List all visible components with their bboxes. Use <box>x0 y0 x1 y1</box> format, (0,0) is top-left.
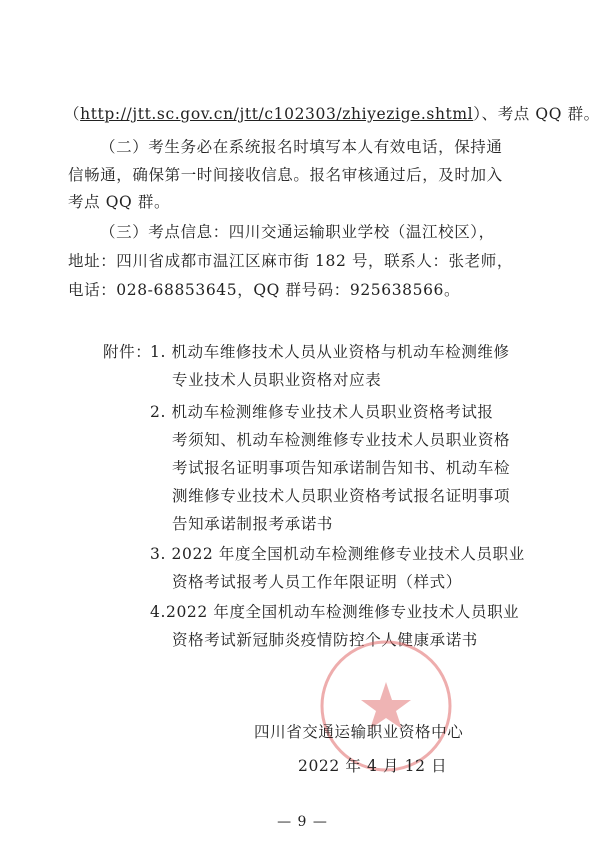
attachment-2-line-5: 告知承诺制报考承诺书 <box>172 515 334 533</box>
para3-line-2: 地址：四川省成都市温江区麻市街 182 号，联系人：张老师， <box>68 252 513 270</box>
attachment-1-line-2: 专业技术人员职业资格对应表 <box>172 371 382 389</box>
attachment-2-line-1: 2. 机动车检测维修专业技术人员职业资格考试报 <box>150 403 494 421</box>
para2-line-2: 信畅通，确保第一时间接收信息。报名审核通过后，及时加入 <box>68 166 503 184</box>
attachment-1-line-1: 1. 机动车维修技术人员从业资格与机动车检测维修 <box>150 343 510 361</box>
body-line-1 <box>64 104 600 124</box>
attachment-4-line-2: 资格考试新冠肺炎疫情防控个人健康承诺书 <box>172 631 478 649</box>
para2-line-1: （二）考生务必在系统报名时填写本人有效电话，保持通 <box>100 138 503 156</box>
para2-line-3: 考点 QQ 群。 <box>68 193 171 211</box>
attachment-2-line-3: 考试报名证明事项告知承诺制告知书、机动车检 <box>172 459 511 477</box>
attachment-3-line-2: 资格考试报考人员工作年限证明（样式） <box>172 573 462 591</box>
para3-line-1: （三）考点信息：四川交通运输职业学校（温江校区）， <box>100 223 495 241</box>
issue-date: 2022 年 4 月 12 日 <box>298 757 448 775</box>
attachment-3-line-1: 3. 2022 年度全国机动车检测维修专业技术人员职业 <box>150 545 525 563</box>
attachment-4-line-1: 4.2022 年度全国机动车检测维修专业技术人员职业 <box>150 603 520 621</box>
attachment-2-line-4: 测维修专业技术人员职业资格考试报名证明事项 <box>172 487 511 505</box>
attachments-label: 附件： <box>103 343 152 361</box>
issuing-organization: 四川省交通运输职业资格中心 <box>254 723 464 741</box>
attachment-2-line-2: 考须知、机动车检测维修专业技术人员职业资格 <box>172 431 511 449</box>
qq-group-text: ）、考点 QQ 群。 <box>473 105 600 123</box>
page-number: — 9 — <box>277 814 328 830</box>
para3-line-3: 电话：028-68853645，QQ 群号码：925638566。 <box>68 281 461 299</box>
paren-open: （ <box>64 105 81 123</box>
source-url-link[interactable]: http://jtt.sc.gov.cn/jtt/c102303/zhiyezige.shtml <box>80 105 474 123</box>
